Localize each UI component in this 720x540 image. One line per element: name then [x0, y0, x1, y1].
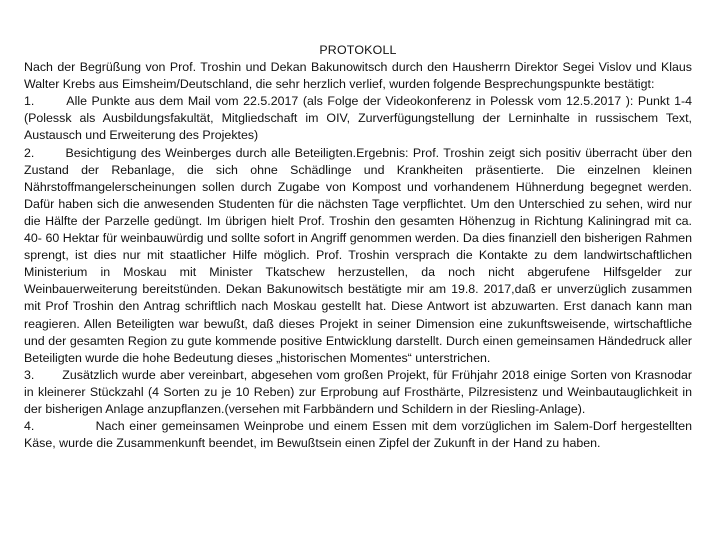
item-4-paragraph: 4. Nach einer gemeinsamen Weinprobe und einem Essen mit dem vorzüglichen im Salem-Dorf hergestellten Käse, wurde die Zusammenkunft beendet, im Bewußtsein einen Zipfel der Zukunft in der Hand zu haben.	[24, 419, 692, 451]
item-3-paragraph: 3. Zusätzlich wurde aber vereinbart, abgesehen vom großen Projekt, für Frühjahr 2018 einige Sorten von Krasnodar in kleinerer Stückzahl (4 Sorten zu je 10 Reben) zur Erprobung auf Frosthärte, Pilzresistenz und Weinbautauglichkeit in der bisherigen Anlage anzupflanzen.(versehen mit Farbbändern und Schildern in der Riesling-Anlage).	[24, 367, 692, 416]
item-2-paragraph: 2. Besichtigung des Weinberges durch alle Beteiligten.Ergebnis: Prof. Troshin zeigt sich positiv überracht über den Zustand der Rebanlage, die sich ohne Schädlinge und Krankheiten präsentierte. Die einzelnen kleinen Nährstoffmangelerscheinungen sollen durch Zugabe von Kompost und vorhandenem Hühnerdung begegnet werden. Dafür haben sich die anwesenden Studenten für die nächsten Tage verpflichtet. Um den Unterschied zu sehen, wird nur die Hälfte der Parzelle gedüngt. Im übrigen hielt Prof. Troshin den gesamten Höhenzug in Richtung Kaliningrad mit ca. 40- 60 Hektar für weinbauwürdig und sollte sofort in Angriff genommen werden. Da dies finanziell den bisherigen Rahmen sprengt, ist dies nur mit staatlicher Hilfe möglich. Prof. Troshin versprach die Kontakte zu dem landwirtschaftlichen Ministerium in Moskau mit Minister Tkatschew herzustellen, da noch nicht abgerufene Hilfsgelder zur Weinbauerweiterung bereitstünden. Dekan Bakunowitsch bestätigte mir am 19.8. 2017,daß er unverzüglich zusammen mit Prof Troshin den Antrag schriftlich nach Moskau gestellt hat. Diese Antwort ist abzuwarten. Erst danach kann man reagieren. Allen Beteiligten war bewußt, daß dieses Projekt in seiner Dimension eine zukunftsweisende, wirtschaftliche und der gesamten Region zu gute kommende positive Entwicklung darstellt. Durch einen gemeinsamen Händedruck aller Beteiligten wurde die hohe Bedeutung dieses „historischen Momentes“ unterstrichen.	[24, 145, 692, 365]
item-1-paragraph: 1. Alle Punkte aus dem Mail vom 22.5.2017 (als Folge der Videokonferenz in Polessk vom 12.5.2017 ): Punkt 1-4 (Polessk als Ausbildungsfakultät, Mitgliedschaft im OIV, Zurverfügungstellung der Lerninhalte in russischem Text, Austausch und Erweiterung des Projektes)	[24, 94, 692, 143]
intro-paragraph: Nach der Begrüßung von Prof. Troshin und Dekan Bakunowitsch durch den Hausherrn Direktor Segei Vislov und Klaus Walter Krebs aus Eimsheim/Deutschland, die sehr herzlich verlief, wurden folgende Besprechungspunkte bestätigt:	[24, 60, 692, 92]
protocol-document	[24, 42, 692, 452]
document-title: PROTOKOLL	[319, 43, 397, 57]
